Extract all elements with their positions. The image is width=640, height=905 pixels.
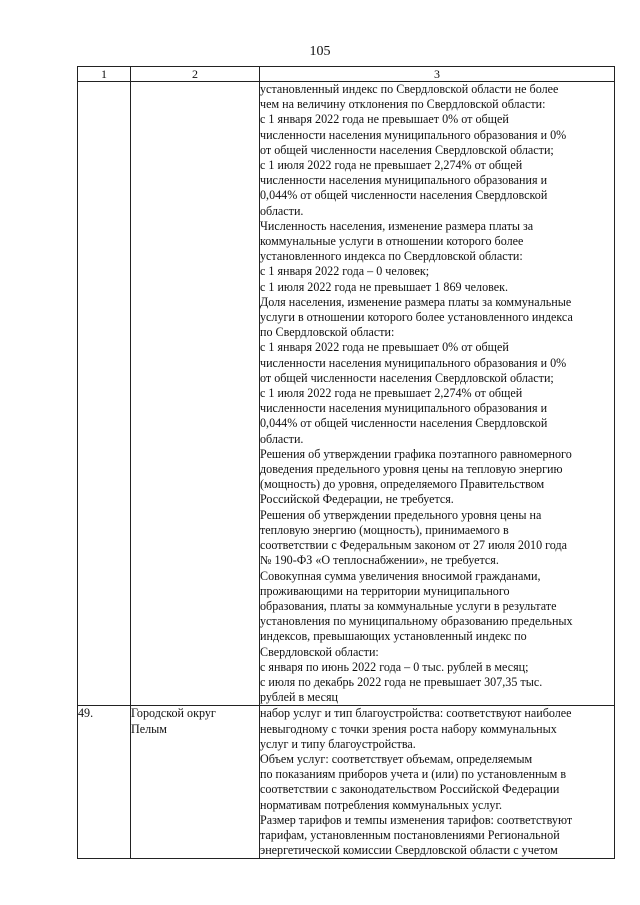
description-line: установленного индекса по Свердловской области: xyxy=(260,249,523,264)
municipality-name-cell xyxy=(131,706,260,859)
table-row xyxy=(78,706,615,859)
municipality-name-line: Городской округ xyxy=(131,706,216,721)
description-line: Совокупная сумма увеличения вносимой гражданами, xyxy=(260,568,541,583)
description-line: установления по муниципальному образованию предельных xyxy=(260,614,573,629)
description-line: установленный индекс по Свердловской области не более xyxy=(260,82,559,96)
description-line: соответствии с законодательством Российской Федерации xyxy=(260,782,560,797)
description-line: Решения об утверждении предельного уровня цены на xyxy=(260,507,542,522)
description-line: численности населения муниципального образования и xyxy=(260,401,548,416)
description-line: (мощность) до уровня, определяемого Правительством xyxy=(260,477,545,492)
column-number-2: 2 xyxy=(131,67,260,82)
description-line: численности населения муниципального образования и 0% xyxy=(260,127,567,142)
description-line: индексов, превышающих установленный индекс по xyxy=(260,629,527,644)
description-line: по Свердловской области: xyxy=(260,325,395,340)
description-line: чем на величину отклонения по Свердловской области: xyxy=(260,97,546,112)
row-number-cell xyxy=(78,82,131,706)
description-line: от общей численности населения Свердловской области; xyxy=(260,370,554,385)
description-line: области. xyxy=(260,203,304,218)
description-line: рублей в месяц xyxy=(260,690,338,705)
description-line: численности населения муниципального образования и xyxy=(260,173,548,188)
description-line: 0,044% от общей численности населения Свердловской xyxy=(260,188,548,203)
description-line: соответствии с Федеральным законом от 27 июля 2010 года xyxy=(260,538,568,553)
description-line: тарифам, установленным постановлениями Региональной xyxy=(260,827,560,842)
table-row xyxy=(78,82,615,706)
municipality-name-line: Пелым xyxy=(131,721,167,736)
description-line: Решения об утверждении графика поэтапного равномерного xyxy=(260,446,572,461)
description-line: коммунальные услуги в отношении которого более xyxy=(260,234,524,249)
description-line: области. xyxy=(260,431,304,446)
description-line: проживающими на территории муниципального xyxy=(260,583,510,598)
description-line: услуг и типу благоустройства. xyxy=(260,736,416,751)
description-line: тепловую энергию (мощность), принимаемого в xyxy=(260,522,509,537)
description-line: Российской Федерации, не требуется. xyxy=(260,492,454,507)
description-line: с 1 января 2022 года не превышает 0% от общей xyxy=(260,112,509,127)
description-line: по показаниям приборов учета и (или) по установленным в xyxy=(260,767,567,782)
description-line: численности населения муниципального образования и 0% xyxy=(260,355,567,370)
description-line: невыгодному с точки зрения роста набору коммунальных xyxy=(260,721,557,736)
description-line: с 1 июля 2022 года не превышает 2,274% от общей xyxy=(260,158,523,173)
description-line: с января по июнь 2022 года – 0 тыс. рублей в месяц; xyxy=(260,659,529,674)
description-line: энергетической комиссии Свердловской области с учетом xyxy=(260,843,558,858)
description-line: Численность населения, изменение размера платы за xyxy=(260,218,534,233)
description-line: Доля населения, изменение размера платы за коммунальные xyxy=(260,294,572,309)
description-line: доведения предельного уровня цены на тепловую энергию xyxy=(260,462,563,477)
description-cell xyxy=(260,706,615,859)
description-line: № 190-ФЗ «О теплоснабжении», не требуется. xyxy=(260,553,499,568)
description-line: с 1 июля 2022 года не превышает 1 869 человек. xyxy=(260,279,509,294)
description-line: услуги в отношении которого более установленного индекса xyxy=(260,310,573,325)
description-line: с 1 июля 2022 года не превышает 2,274% от общей xyxy=(260,386,523,401)
row-number-cell xyxy=(78,706,131,859)
column-number-row xyxy=(78,67,615,82)
description-line: Размер тарифов и темпы изменения тарифов: соответствуют xyxy=(260,812,573,827)
description-line: Объем услуг: соответствует объемам, определяемым xyxy=(260,751,533,766)
description-line: 0,044% от общей численности населения Свердловской xyxy=(260,416,548,431)
municipality-name-cell xyxy=(131,82,260,706)
column-number-1: 1 xyxy=(78,67,131,82)
page-number: 105 xyxy=(309,44,331,59)
table-body xyxy=(78,82,615,859)
description-cell xyxy=(260,82,615,706)
description-line: с 1 января 2022 года – 0 человек; xyxy=(260,264,430,279)
description-line: от общей численности населения Свердловской области; xyxy=(260,142,554,157)
description-line: набор услуг и тип благоустройства: соответствуют наиболее xyxy=(260,706,572,721)
description-line: Свердловской области: xyxy=(260,644,379,659)
column-number-3: 3 xyxy=(260,67,615,82)
description-line: с 1 января 2022 года не превышает 0% от общей xyxy=(260,340,509,355)
description-line: образования, платы за коммунальные услуги в результате xyxy=(260,598,557,613)
row-number: 49. xyxy=(78,706,94,721)
description-line: с июля по декабрь 2022 года не превышает 307,35 тыс. xyxy=(260,674,543,689)
description-line: нормативам потребления коммунальных услуг. xyxy=(260,797,503,812)
document-table xyxy=(77,66,615,859)
